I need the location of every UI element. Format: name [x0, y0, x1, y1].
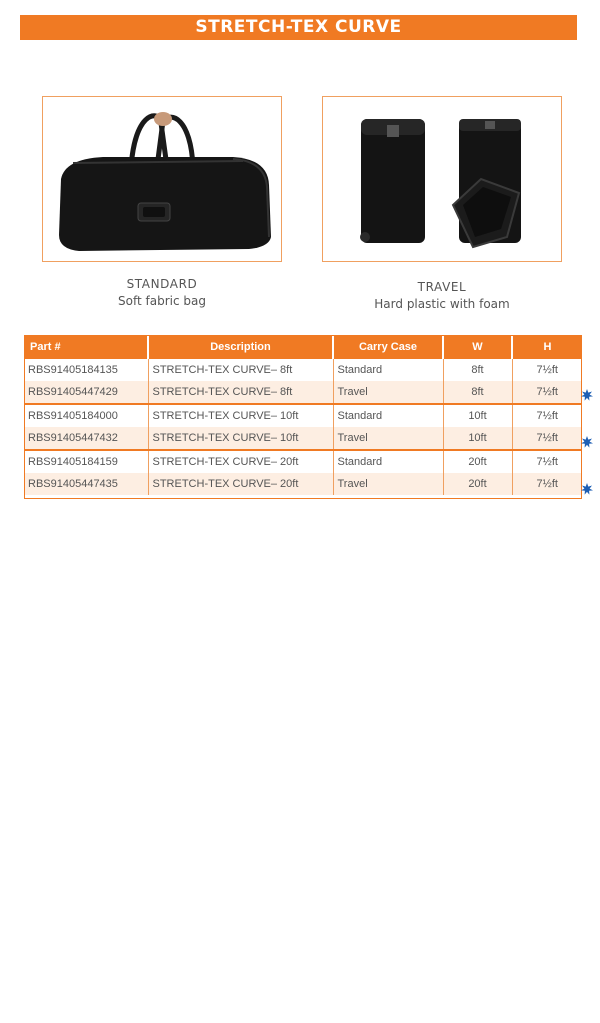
cell-width: 20ft	[443, 473, 512, 495]
table-row	[24, 450, 582, 473]
cell-width: 8ft	[443, 381, 512, 404]
cell-height: 7½ft	[512, 473, 582, 495]
travel-caption-desc: Hard plastic with foam	[374, 297, 510, 311]
cell-part: RBS91405184135	[24, 359, 148, 382]
cell-width: 10ft	[443, 427, 512, 450]
cell-height: 7½ft	[512, 404, 582, 427]
page-title: STRETCH-TEX CURVE	[20, 15, 577, 40]
header-width: W	[443, 335, 512, 359]
cell-height: 7½ft	[512, 381, 582, 404]
standard-bag-image	[42, 96, 282, 262]
header-height: H	[512, 335, 582, 359]
cell-carry-case: Travel	[333, 427, 443, 450]
table-row	[24, 473, 582, 495]
cell-height: 7½ft	[512, 450, 582, 473]
cell-width: 8ft	[443, 359, 512, 382]
soft-bag-illustration	[43, 97, 281, 261]
star-burst-icon	[581, 436, 593, 448]
star-burst-icon	[581, 389, 593, 401]
cell-part: RBS91405447435	[24, 473, 148, 495]
table-row	[24, 427, 582, 450]
travel-caption	[322, 279, 562, 313]
cell-part: RBS91405447432	[24, 427, 148, 450]
table-header-row	[24, 335, 582, 359]
cell-height: 7½ft	[512, 427, 582, 450]
header-carry-case: Carry Case	[333, 335, 443, 359]
cell-carry-case: Travel	[333, 473, 443, 495]
cell-part: RBS91405184159	[24, 450, 148, 473]
cell-description: STRETCH-TEX CURVE– 10ft	[148, 427, 333, 450]
cell-carry-case: Travel	[333, 381, 443, 404]
cell-width: 10ft	[443, 404, 512, 427]
cell-part: RBS91405447429	[24, 381, 148, 404]
cell-description: STRETCH-TEX CURVE– 8ft	[148, 381, 333, 404]
cell-width: 20ft	[443, 450, 512, 473]
standard-caption	[42, 276, 282, 310]
cell-description: STRETCH-TEX CURVE– 8ft	[148, 359, 333, 382]
cell-carry-case: Standard	[333, 404, 443, 427]
travel-caption-title: TRAVEL	[417, 280, 467, 294]
table-row	[24, 359, 582, 382]
star-burst-icon	[581, 483, 593, 495]
parts-table	[24, 335, 582, 495]
header-part: Part #	[24, 335, 148, 359]
table-row	[24, 381, 582, 404]
hard-case-illustration	[323, 97, 561, 261]
standard-caption-desc: Soft fabric bag	[118, 294, 206, 308]
header-description: Description	[148, 335, 333, 359]
standard-caption-title: STANDARD	[126, 277, 198, 291]
table-row	[24, 404, 582, 427]
cell-height: 7½ft	[512, 359, 582, 382]
cell-part: RBS91405184000	[24, 404, 148, 427]
cell-description: STRETCH-TEX CURVE– 20ft	[148, 473, 333, 495]
cell-description: STRETCH-TEX CURVE– 10ft	[148, 404, 333, 427]
cell-carry-case: Standard	[333, 359, 443, 382]
cell-description: STRETCH-TEX CURVE– 20ft	[148, 450, 333, 473]
cell-carry-case: Standard	[333, 450, 443, 473]
travel-case-image	[322, 96, 562, 262]
